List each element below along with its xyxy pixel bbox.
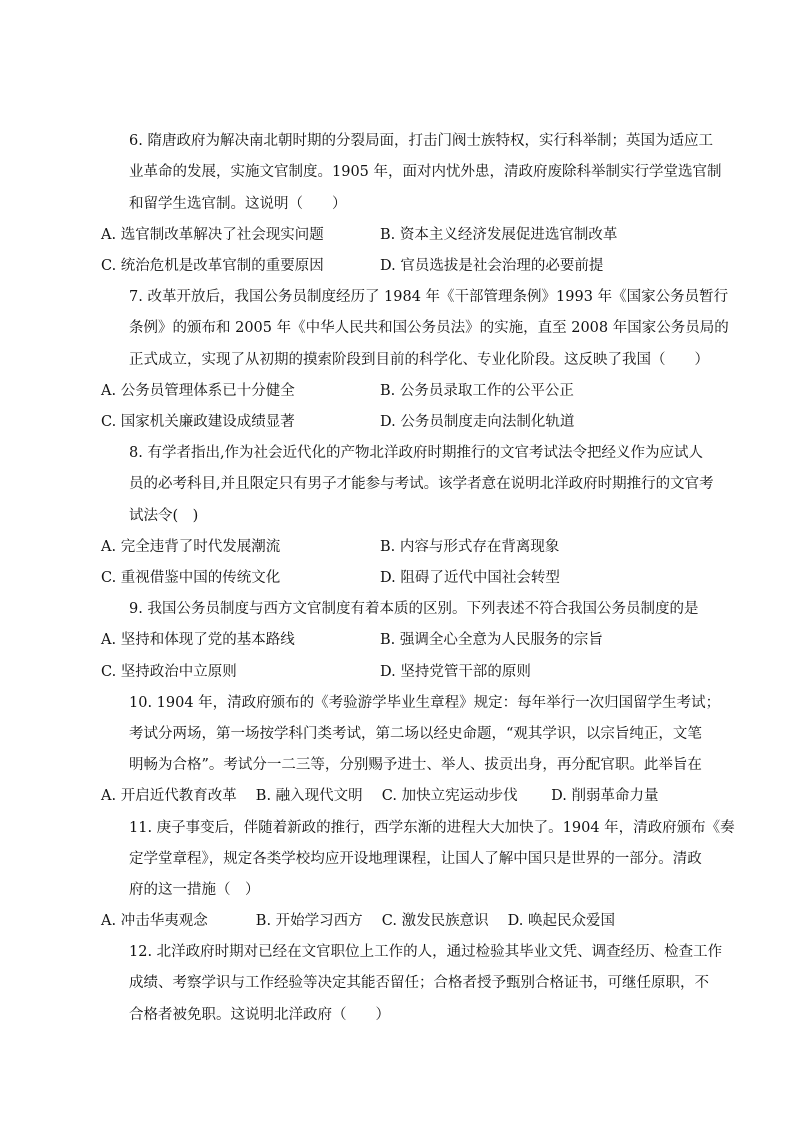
q11-stem-line-1: 11. 庚子事变后，伴随着新政的推行，西学东渐的进程大大加快了。1904 年，清政府颁布《奏 <box>129 820 735 836</box>
q6-option-a[interactable]: A. 选官制改革解决了社会现实问题 <box>101 227 324 243</box>
q6-option-b[interactable]: B. 资本主义经济发展促进选官制改革 <box>380 227 618 243</box>
q8-option-c[interactable]: C. 重视借鉴中国的传统文化 <box>101 570 281 586</box>
q7-stem-line-1: 7. 改革开放后，我国公务员制度经历了 1984 年《干部管理条例》1993 年《国家公务员暂行 <box>129 289 729 305</box>
q7-option-a[interactable]: A. 公务员管理体系已十分健全 <box>101 383 295 399</box>
q11-stem-line-3: 府的这一措施（ ） <box>129 882 260 898</box>
q8-stem-line-3: 试法令( ) <box>129 508 199 524</box>
q8-option-d[interactable]: D. 阻碍了近代中国社会转型 <box>380 570 560 586</box>
q6-stem-line-1: 6. 隋唐政府为解决南北朝时期的分裂局面，打击门阀士族特权，实行科举制；英国为适应工 <box>129 133 713 149</box>
q12-stem-line-3: 合格者被免职。这说明北洋政府（ ） <box>129 1007 390 1023</box>
q12-stem-line-1: 12. 北洋政府时期对已经在文官职位上工作的人，通过检验其毕业文凭、调查经历、检查工作 <box>129 944 723 960</box>
q6-stem-line-3: 和留学生选官制。这说明（ ） <box>129 196 347 212</box>
q9-stem-line-1: 9. 我国公务员制度与西方文官制度有着本质的区别。下列表述不符合我国公务员制度的是 <box>129 601 699 617</box>
q7-option-b[interactable]: B. 公务员录取工作的公平公正 <box>380 383 574 399</box>
q10-stem-line-3: 明畅为合格”。考试分一二三等，分别赐予进士、举人、拔贡出身，再分配官职。此举旨在 <box>129 757 702 773</box>
q8-option-a[interactable]: A. 完全违背了时代发展潮流 <box>101 539 281 555</box>
q10-options[interactable]: A. 开启近代教育改革 B. 融入现代文明 C. 加快立宪运动步伐 D. 削弱革命力量 <box>101 788 659 804</box>
q9-option-c[interactable]: C. 坚持政治中立原则 <box>101 664 237 680</box>
q7-option-c[interactable]: C. 国家机关廉政建设成绩显著 <box>101 414 295 430</box>
q7-stem-line-2: 条例》的颁布和 2005 年《中华人民共和国公务员法》的实施，直至 2008 年国家公务员局的 <box>129 320 729 336</box>
q6-stem-line-2: 业革命的发展，实施文官制度。1905 年，面对内忧外患，清政府废除科举制实行学堂选官制 <box>129 164 722 180</box>
q11-options[interactable]: A. 冲击华夷观念 B. 开始学习西方 C. 激发民族意识 D. 唤起民众爱国 <box>101 913 616 929</box>
q6-option-c[interactable]: C. 统治危机是改革官制的重要原因 <box>101 258 324 274</box>
q11-stem-line-2: 定学堂章程》，规定各类学校均应开设地理课程，让国人了解中国只是世界的一部分。清政 <box>129 851 702 867</box>
q8-stem-line-1: 8. 有学者指出,作为社会近代化的产物北洋政府时期推行的文官考试法令把经义作为应试人 <box>129 445 704 461</box>
q6-option-d[interactable]: D. 官员选拔是社会治理的必要前提 <box>380 258 604 274</box>
q8-option-b[interactable]: B. 内容与形式存在背离现象 <box>380 539 560 555</box>
q9-option-b[interactable]: B. 强调全心全意为人民服务的宗旨 <box>380 632 603 648</box>
q7-option-d[interactable]: D. 公务员制度走向法制化轨道 <box>380 414 575 430</box>
q9-option-d[interactable]: D. 坚持党管干部的原则 <box>380 664 531 680</box>
q8-stem-line-2: 员的必考科目,并且限定只有男子才能参与考试。该学者意在说明北洋政府时期推行的文官考 <box>129 476 714 492</box>
q10-stem-line-1: 10. 1904 年，清政府颁布的《考验游学毕业生章程》规定：每年举行一次归国留学生考试； <box>129 695 721 711</box>
q12-stem-line-2: 成绩、考察学识与工作经验等决定其能否留任；合格者授予甄别合格证书，可继任原职，不 <box>129 975 709 991</box>
q7-stem-line-3: 正式成立，实现了从初期的摸索阶段到目前的科学化、专业化阶段。这反映了我国（ ） <box>129 352 709 368</box>
q10-stem-line-2: 考试分两场，第一场按学科门类考试，第二场以经史命题，“观其学识，以宗旨纯正，文笔 <box>129 726 702 742</box>
q9-option-a[interactable]: A. 坚持和体现了党的基本路线 <box>101 632 295 648</box>
